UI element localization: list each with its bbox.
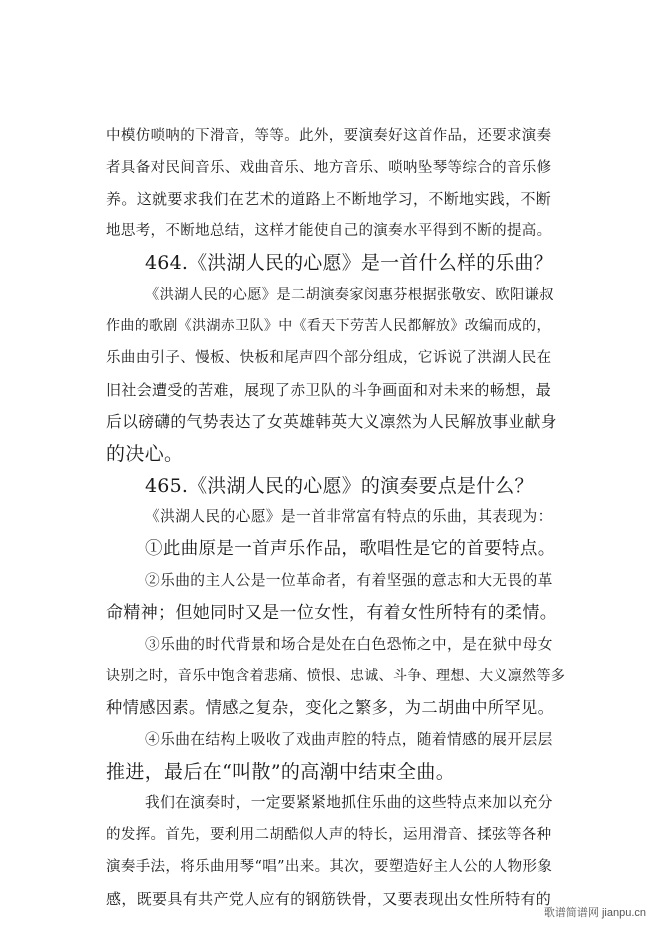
paragraph-line: 推进，最后在“叫散”的高潮中结束全曲。 — [106, 761, 456, 783]
paragraph-line: 旧社会遭受的苦难，展现了赤卫队的斗争画面和对未来的畅想，最 — [106, 381, 552, 399]
paragraph-line: 感，既要具有共产党人应有的钢筋铁骨，又要表现出女性所特有的 — [106, 890, 552, 908]
paragraph-line: 诀别之时，音乐中饱含着悲痛、愤恨、忠诚、斗争、理想、大义凛然等多 — [106, 668, 566, 684]
paragraph-line: 《洪湖人民的心愿》是二胡演奏家闵惠芬根据张敬安、欧阳谦叔 — [145, 287, 554, 303]
paragraph-line: 种情感因素。情感之复杂，变化之繁多，为二胡曲中所罕见。 — [106, 698, 555, 717]
paragraph-line: 地思考，不断地总结，这样才能使自己的演奏水平得到不断的提高。 — [106, 223, 552, 239]
paragraph-line: 演奏手法，将乐曲用琴“唱”出来。其次，要塑造好主人公的人物形象 — [106, 859, 553, 875]
list-item-2: ②乐曲的主人公是一位革命者，有着坚强的意志和大无畏的革 — [145, 572, 553, 589]
paragraph-line: 中模仿唢呐的下滑音，等等。此外，要演奏好这首作品，还要求演奏 — [106, 128, 552, 144]
paragraph-line: 命精神；但她同时又是一位女性，有着女性所特有的柔情。 — [106, 603, 558, 623]
paragraph-line: 乐曲由引子、慢板、快板和尾声四个部分组成，它诉说了洪湖人民在 — [106, 350, 552, 366]
paragraph-line: 作曲的歌剧《洪湖赤卫队》中《看天下劳苦人民都解放》改编而成的， — [106, 318, 551, 334]
paragraph-line: 的发挥。首先，要利用二胡酷似人声的特长，运用滑音、揉弦等各种 — [106, 827, 552, 843]
paragraph-line: 养。这就要求我们在艺术的道路上不断地学习，不断地实践，不断 — [106, 190, 552, 208]
list-item-3: ③乐曲的时代背景和场合是处在白色恐怖之中，是在狱中母女 — [145, 636, 553, 653]
paragraph-line: 后以磅礴的气势表达了女英雄韩英大义凛然为人民解放事业献身 — [106, 412, 557, 431]
paragraph-line: 我们在演奏时，一定要紧紧地抓住乐曲的这些特点来加以充分 — [145, 794, 553, 811]
site-watermark: 歌谱简谱网 jianpu.cn — [543, 907, 646, 919]
question-heading-465: 465.《洪湖人民的心愿》的演奏要点是什么？ — [145, 475, 534, 497]
paragraph-line: 者具备对民间音乐、戏曲音乐、地方音乐、唢呐坠琴等综合的音乐修 — [106, 160, 552, 176]
list-item-1: ①此曲原是一首声乐作品，歌唱性是它的首要特点。 — [145, 539, 556, 559]
paragraph-line: 《洪湖人民的心愿》是一首非常富有特点的乐曲，其表现为： — [145, 508, 553, 525]
list-item-4: ④乐曲在结构上吸收了戏曲声腔的特点，随着情感的展开层层 — [145, 731, 553, 748]
paragraph-line: 的决心。 — [106, 443, 184, 465]
question-heading-464: 464.《洪湖人民的心愿》是一首什么样的乐曲？ — [145, 252, 553, 274]
